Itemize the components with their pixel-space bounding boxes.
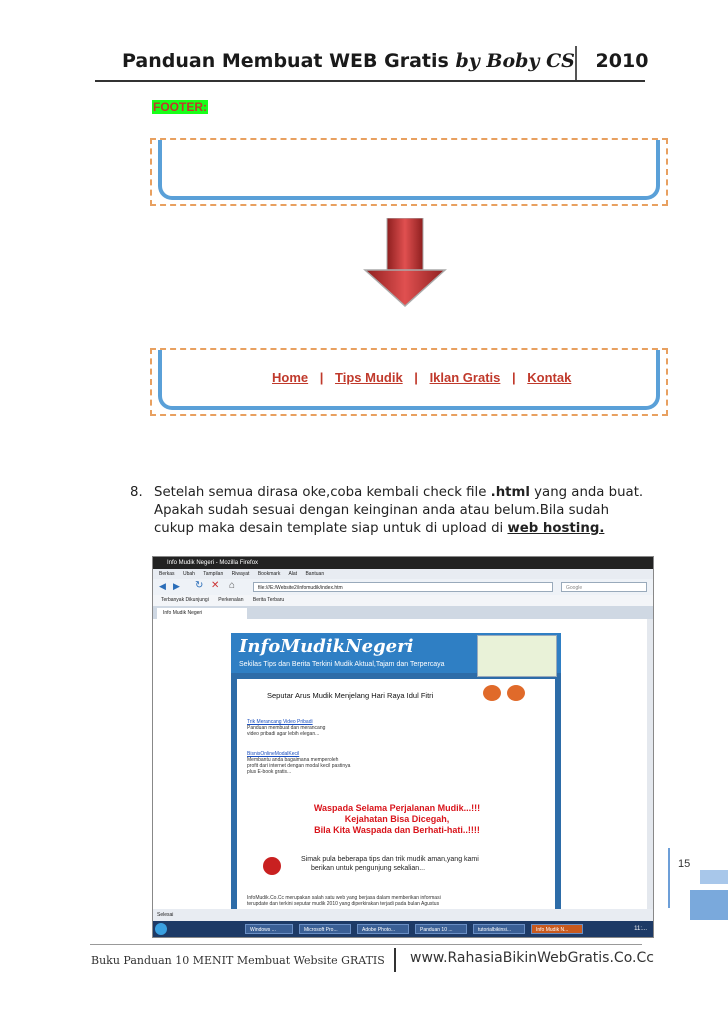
page-number-line bbox=[668, 848, 670, 908]
warning-line: Waspada Selama Perjalanan Mudik...!!! bbox=[313, 803, 481, 813]
page-number: 15 bbox=[678, 858, 691, 870]
site-header bbox=[231, 633, 561, 673]
header-divider bbox=[575, 46, 577, 80]
task-button[interactable]: Microsoft Pro... bbox=[299, 924, 351, 934]
site-preview bbox=[231, 633, 561, 913]
site-title: InfoMudikNegeri bbox=[239, 636, 414, 657]
link-desc: plus E-book gratis... bbox=[247, 769, 292, 775]
warning-line: Bila Kita Waspada dan Berhati-hati..!!!! bbox=[314, 825, 480, 835]
browser-screenshot bbox=[152, 556, 654, 938]
menu-bar bbox=[153, 569, 653, 579]
step-text-b: yang anda buat. Apakah sudah sesuai dengan keinginan anda atau belum.Bila sudah cukup maka desain template siap untuk di upload di bbox=[154, 485, 644, 536]
step-8 bbox=[130, 484, 650, 538]
menu-item[interactable]: Ubah bbox=[182, 571, 195, 577]
footer-nav bbox=[268, 370, 575, 385]
menu-item[interactable]: Tampilan bbox=[203, 571, 224, 577]
clock: 11:... bbox=[634, 926, 647, 932]
nav-tips-mudik[interactable]: Tips Mudik bbox=[335, 370, 403, 385]
site-heading: Seputar Arus Mudik Menjelang Hari Raya Idul Fitri bbox=[267, 691, 434, 700]
vertical-scrollbar[interactable] bbox=[647, 619, 653, 909]
menu-item[interactable]: Riwayat bbox=[231, 571, 250, 577]
scooter-icon bbox=[483, 685, 501, 701]
task-button[interactable]: Panduan 10 ... bbox=[415, 924, 467, 934]
menu-item[interactable]: Alat bbox=[288, 571, 298, 577]
menu-item[interactable]: Bantuan bbox=[305, 571, 325, 577]
nav-iklan-gratis[interactable]: Iklan Gratis bbox=[429, 370, 501, 385]
footer-book-title: Buku Panduan 10 MENIT Membuat Website GRATIS bbox=[91, 954, 385, 967]
bookmarks-bar bbox=[153, 595, 653, 606]
footer-label: FOOTER: bbox=[153, 100, 207, 114]
nav-separator: | bbox=[414, 370, 418, 385]
footer-rule bbox=[90, 944, 642, 945]
footer-before-frame bbox=[150, 138, 668, 206]
step-bold-html: .html bbox=[490, 485, 530, 500]
down-arrow-icon bbox=[360, 218, 450, 310]
header-author: by Boby CS bbox=[455, 50, 575, 72]
simak-line: Simak pula beberapa tips dan trik mudik aman,yang kami bbox=[301, 856, 479, 863]
alert-face-icon bbox=[263, 857, 281, 875]
window-title: Info Mudik Negeri - Mozilla Firefox bbox=[153, 557, 653, 569]
tab-info-mudik[interactable]: Info Mudik Negeri bbox=[157, 608, 247, 619]
reload-icon[interactable]: ↻ bbox=[195, 580, 204, 591]
footer-url: www.RahasiaBikinWebGratis.Co.Cc bbox=[410, 950, 654, 966]
site-body bbox=[237, 679, 555, 913]
step-text bbox=[154, 484, 650, 538]
map-image bbox=[477, 635, 557, 677]
tab-bar bbox=[153, 606, 653, 619]
link-bisnis[interactable]: BisnisOnlineModalKecil bbox=[247, 751, 300, 757]
menu-item[interactable]: Berkas bbox=[159, 571, 175, 577]
side-link-2 bbox=[247, 751, 350, 775]
forward-icon[interactable]: ▶ bbox=[173, 581, 180, 591]
info-line: InfoMudik.Co.Cc merupakan salah satu web yang berjasa dalam memberikan informasi bbox=[247, 895, 441, 901]
site-subtitle: Sekilas Tips dan Berita Terkini Mudik Aktual,Tajam dan Terpercaya bbox=[239, 661, 445, 668]
simak-text bbox=[301, 855, 479, 873]
footer-divider bbox=[394, 948, 396, 972]
footer-before-box bbox=[158, 140, 660, 200]
nav-kontak[interactable]: Kontak bbox=[527, 370, 572, 385]
task-button[interactable]: Windows ... bbox=[245, 924, 293, 934]
header-year: 2010 bbox=[595, 50, 649, 72]
stop-icon[interactable]: ✕ bbox=[211, 580, 220, 591]
page-header bbox=[122, 50, 649, 82]
link-desc: video pribadi agar lebih elegan... bbox=[247, 731, 320, 737]
start-button[interactable] bbox=[155, 923, 167, 935]
taskbar bbox=[153, 921, 653, 937]
scooter-icon bbox=[507, 685, 525, 701]
bookmark-item[interactable]: Perkenalan bbox=[218, 597, 244, 603]
home-icon[interactable]: ⌂ bbox=[229, 580, 236, 591]
page-deco-light bbox=[700, 870, 728, 884]
url-input[interactable]: file:///E:/Website2/infomudik/index.htm bbox=[253, 582, 553, 592]
link-desc: Panduan membuat dan merancang bbox=[247, 725, 326, 731]
link-desc: profit dari internet dengan modal kecil pastinya bbox=[247, 763, 351, 769]
bookmark-item[interactable]: Terbanyak Dikunjungi bbox=[161, 597, 209, 603]
back-icon[interactable]: ◀ bbox=[159, 581, 166, 591]
page-deco bbox=[690, 890, 728, 920]
side-link-1 bbox=[247, 719, 325, 737]
nav-separator: | bbox=[319, 370, 324, 385]
task-button-active[interactable]: Info Mudik N... bbox=[531, 924, 583, 934]
warning-line: Kejahatan Bisa Dicegah, bbox=[344, 814, 450, 824]
info-text bbox=[247, 895, 547, 907]
nav-toolbar bbox=[153, 579, 653, 595]
header-rule bbox=[95, 80, 645, 82]
step-number: 8. bbox=[130, 485, 143, 500]
task-button[interactable]: tutorialbikinsi... bbox=[473, 924, 525, 934]
step-text-a: Setelah semua dirasa oke,coba kembali check file bbox=[154, 485, 491, 500]
nav-separator: | bbox=[512, 370, 516, 385]
link-desc: Membantu anda bagaimana memperoleh bbox=[247, 757, 339, 763]
nav-home[interactable]: Home bbox=[272, 370, 309, 385]
info-line: terupdate dan terkini seputar mudik 2010 yang diperkirakan terjadi pada bulan Agustus bbox=[247, 901, 440, 907]
browser-viewport bbox=[153, 619, 647, 909]
search-input[interactable]: Google bbox=[561, 582, 647, 592]
bookmark-item[interactable]: Berita Terbaru bbox=[252, 597, 285, 603]
simak-line: berikan untuk pengunjung sekalian... bbox=[311, 865, 426, 872]
warning-text bbox=[297, 803, 497, 836]
task-button[interactable]: Adobe Photo... bbox=[357, 924, 409, 934]
header-title: Panduan Membuat WEB Gratis bbox=[122, 50, 449, 72]
menu-item[interactable]: Bookmark bbox=[257, 571, 281, 577]
step-bold-hosting: web hosting. bbox=[507, 521, 605, 536]
status-bar: Selesai bbox=[153, 909, 653, 921]
link-video[interactable]: Trik Merancang Video Pribadi bbox=[247, 719, 313, 725]
